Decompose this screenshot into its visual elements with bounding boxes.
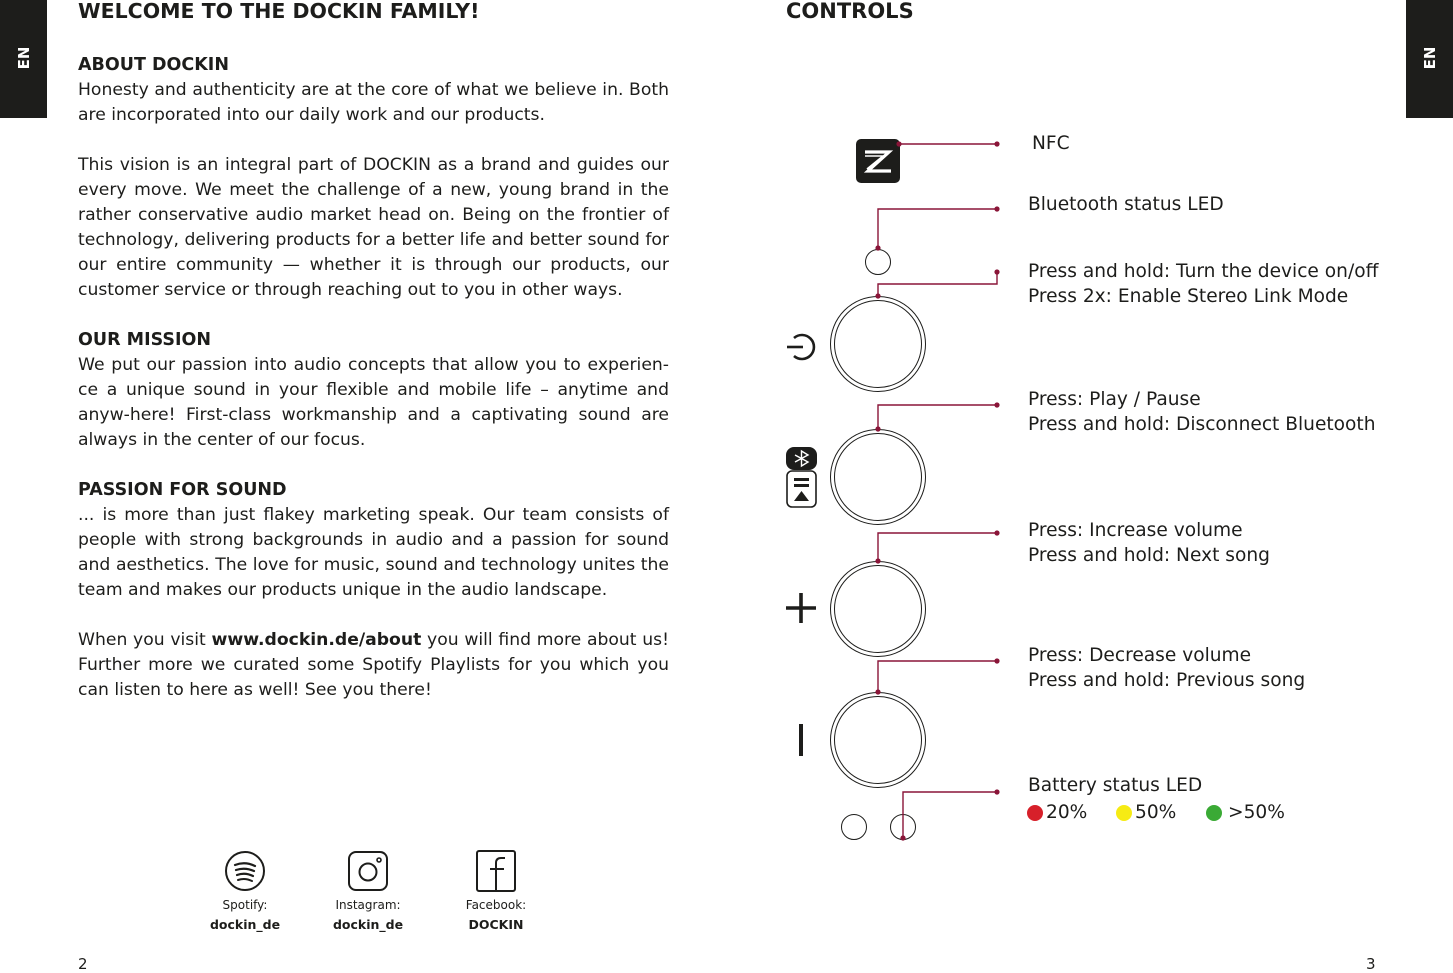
battery-level-text: 50%	[1135, 802, 1177, 823]
social-label: Spotify:	[222, 898, 268, 912]
section-text: This vision is an integral part of DOCKIN as a brand and guides our every move. We meet the challenge of a new, young brand in the rather conservative audio market head on. Being on the frontier of technology, delivering products for a better life and better sound for our entire community — whether it is through our products, our customer service or through reaching out to you in other ways.	[78, 155, 669, 300]
battery-level-high	[1206, 802, 1285, 824]
battery-level-text: >50%	[1228, 802, 1285, 823]
description-line: Press 2x: Enable Stereo Link Mode	[1028, 286, 1349, 307]
visit-text-before: When you visit	[78, 630, 212, 650]
description-line: Press: Decrease volume	[1028, 645, 1252, 666]
social-handle: DOCKIN	[468, 917, 524, 932]
volume-up-description	[1028, 518, 1270, 568]
description-line: Press and hold: Previous song	[1028, 670, 1306, 691]
page-title-controls: CONTROLS	[786, 0, 914, 23]
section-heading: OUR MISSION	[78, 330, 212, 350]
description-line: Press and hold: Next song	[1028, 545, 1270, 566]
nfc-label: NFC	[1032, 133, 1070, 154]
section-heading: PASSION FOR SOUND	[78, 480, 287, 500]
visit-text-after: you will find more about us! Further more we curated some Spotify Playlists for you which you can listen to here as well! See you there!	[78, 630, 669, 700]
battery-level-low	[1027, 802, 1087, 824]
red-dot-icon	[1027, 805, 1043, 821]
social-handle: dockin_de	[209, 917, 281, 932]
section-heading: ABOUT DOCKIN	[78, 55, 229, 75]
battery-led-label: Battery status LED	[1028, 775, 1203, 796]
power-description	[1028, 259, 1378, 309]
battery-level-text: 20%	[1046, 802, 1088, 823]
social-label: Facebook:	[465, 898, 527, 912]
language-tab-label: EN	[14, 46, 33, 70]
social-handle: dockin_de	[332, 917, 404, 932]
social-label: Instagram:	[335, 898, 401, 912]
page-number-right: 3	[1366, 955, 1376, 973]
description-line: Press: Increase volume	[1028, 520, 1243, 541]
section-text: ... is more than just flakey marketing speak. Our team consists of people with strong backgrounds in audio and a passion for sound and aesthetics. The love for music, sound and technology unites the team and makes our products unique in the audio landscape.	[78, 505, 669, 600]
description-line: Press and hold: Turn the device on/off	[1028, 261, 1379, 282]
description-line: Press: Play / Pause	[1028, 389, 1201, 410]
yellow-dot-icon	[1116, 805, 1132, 821]
page-number-left: 2	[78, 955, 88, 973]
bluetooth-led-label: Bluetooth status LED	[1028, 194, 1224, 215]
green-dot-icon	[1206, 805, 1222, 821]
language-tab-label: EN	[1420, 46, 1439, 70]
volume-down-description	[1028, 643, 1305, 693]
description-line: Press and hold: Disconnect Bluetooth	[1028, 414, 1376, 435]
play-description	[1028, 387, 1376, 437]
page-title-welcome: WELCOME TO THE DOCKIN FAMILY!	[78, 0, 480, 23]
section-text: Honesty and authenticity are at the core of what we believe in. Both are incorporated into our daily work and our products.	[78, 80, 669, 125]
battery-level-mid	[1116, 802, 1176, 824]
section-text: We put our passion into audio concepts that allow you to experien-ce a unique sound in your flexible and mobile life – anytime and anyw-here! First-class workmanship and a captivating sound are always in the center of our focus.	[78, 355, 669, 450]
about-link[interactable]: www.dockin.de/about	[211, 630, 422, 650]
